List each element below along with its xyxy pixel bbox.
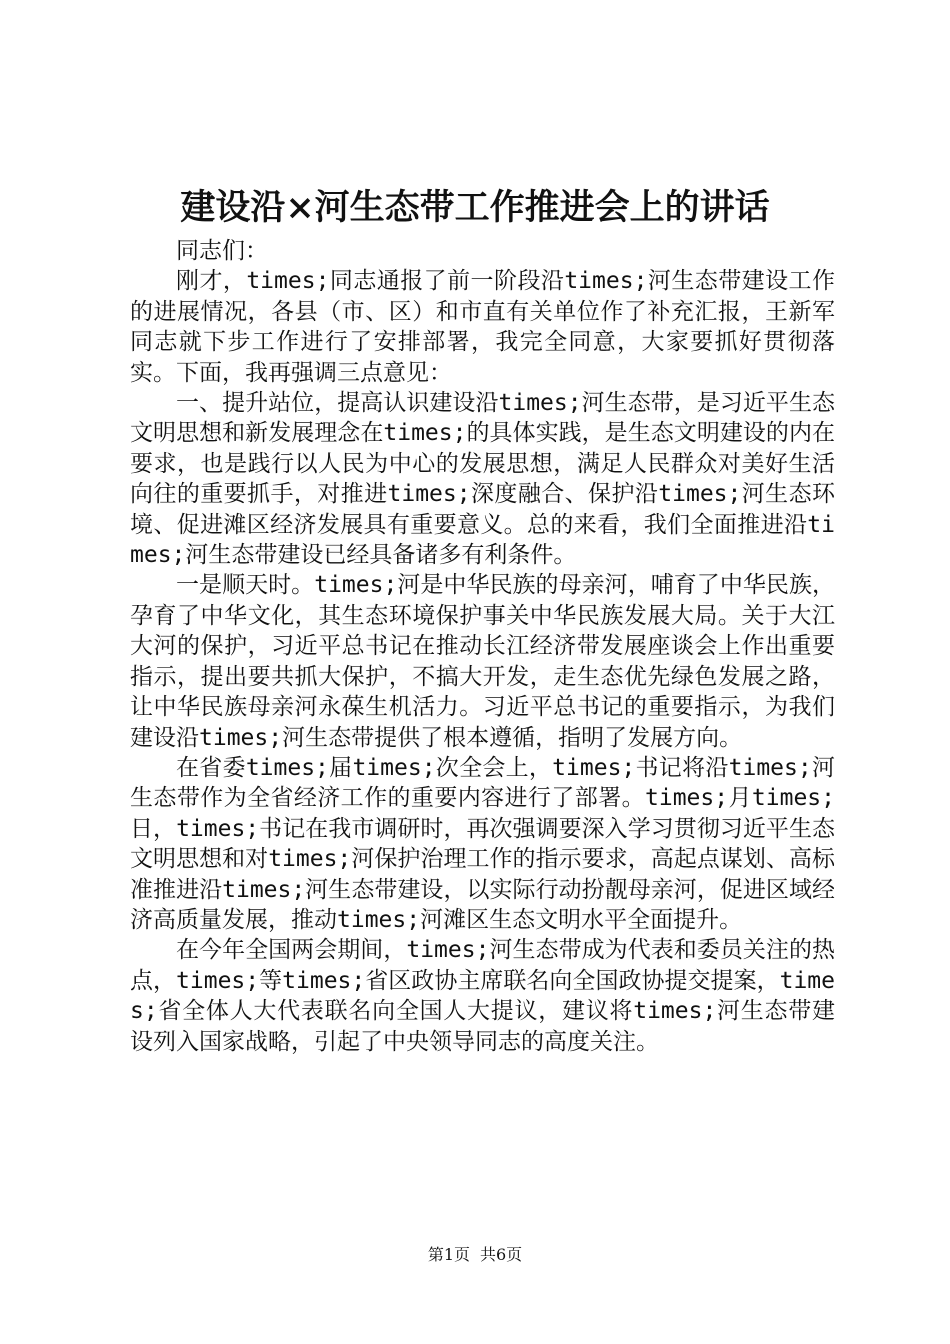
paragraph-2: 一、提升站位，提高认识建设沿times;河生态带，是习近平生态文明思想和新发展理念在times;的具体实践，是生态文明建设的内在要求，也是践行以人民为中心的发展思想，满足人民群众对美好生活向往的重要抓手，对推进times;深度融合、保护沿times;河生态环境、促进滩区经济发展具有重要意义。总的来看，我们全面推进沿times;河生态带建设已经具备诸多有利条件。 [130, 390, 835, 569]
page-total: 共6页 [480, 1245, 523, 1264]
paragraph-4: 在省委times;届times;次全会上，times;书记将沿times;河生态带作为全省经济工作的重要内容进行了部署。times;月times;日，times;书记在我市调研时，再次强调要深入学习贯彻习近平生态文明思想和对times;河保护治理工作的指示要求，高起点谋划、高标准推进沿times;河生态带建设，以实际行动扮靓母亲河，促进区域经济高质量发展，推动times;河滩区生态文明水平全面提升。 [130, 754, 835, 933]
document-title: 建设沿×河生态带工作推进会上的讲话 [180, 187, 770, 228]
paragraph-5: 在今年全国两会期间，times;河生态带成为代表和委员关注的热点，times;等times;省区政协主席联名向全国政协提交提案，times;省全体人大代表联名向全国人大提议，建议将times;河生态带建设列入国家战略，引起了中央领导同志的高度关注。 [130, 937, 835, 1055]
paragraph-3: 一是顺天时。times;河是中华民族的母亲河，哺育了中华民族，孕育了中华文化，其生态环境保护事关中华民族发展大局。关于大江大河的保护，习近平总书记在推动长江经济带发展座谈会上作出重要指示，提出要共抓大保护，不搞大开发，走生态优先绿色发展之路，让中华民族母亲河永葆生机活力。习近平总书记的重要指示，为我们建设沿times;河生态带提供了根本遵循，指明了发展方向。 [130, 572, 835, 751]
page-number: 第1页 [427, 1245, 470, 1264]
greeting-line: 同志们： [176, 238, 268, 264]
page-footer [0, 1244, 950, 1266]
document-body [130, 236, 835, 1057]
paragraph-1: 刚才，times;同志通报了前一阶段沿times;河生态带建设工作的进展情况，各县（市、区）和市直有关单位作了补充汇报，王新军同志就下步工作进行了安排部署，我完全同意，大家要抓好贯彻落实。下面，我再强调三点意见： [130, 268, 835, 386]
